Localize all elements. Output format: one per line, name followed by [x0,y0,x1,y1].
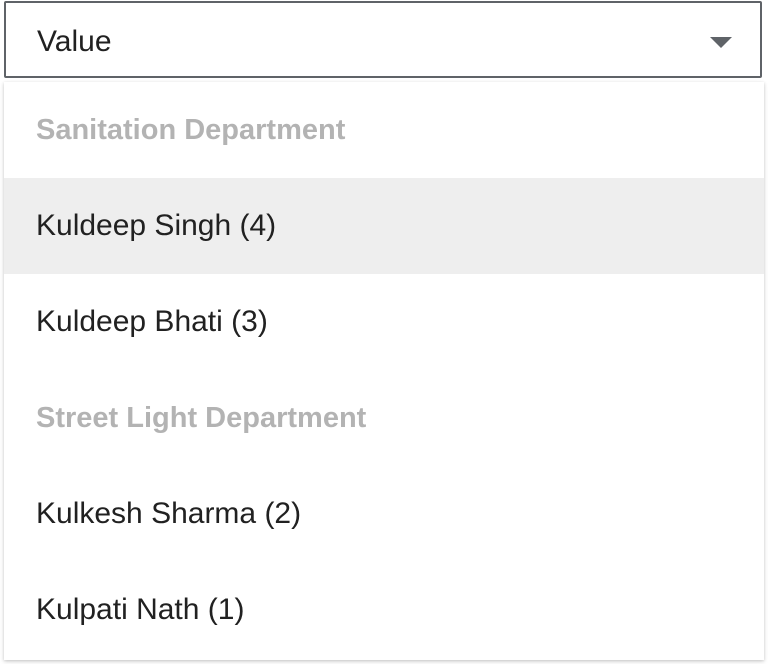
value-select[interactable] [4,1,762,78]
group-header-sanitation: Sanitation Department [36,113,346,146]
option-kulkesh-sharma[interactable]: Kulkesh Sharma (2) [36,497,302,530]
select-value-text: Value [37,25,112,58]
option-kulpati-nath[interactable]: Kulpati Nath (1) [36,593,245,626]
group-header-street-light: Street Light Department [36,401,367,434]
dropdown-menu [4,82,764,660]
option-kuldeep-bhati[interactable]: Kuldeep Bhati (3) [36,305,268,338]
caret-down-icon[interactable] [710,37,732,48]
option-kuldeep-singh[interactable]: Kuldeep Singh (4) [4,178,764,274]
